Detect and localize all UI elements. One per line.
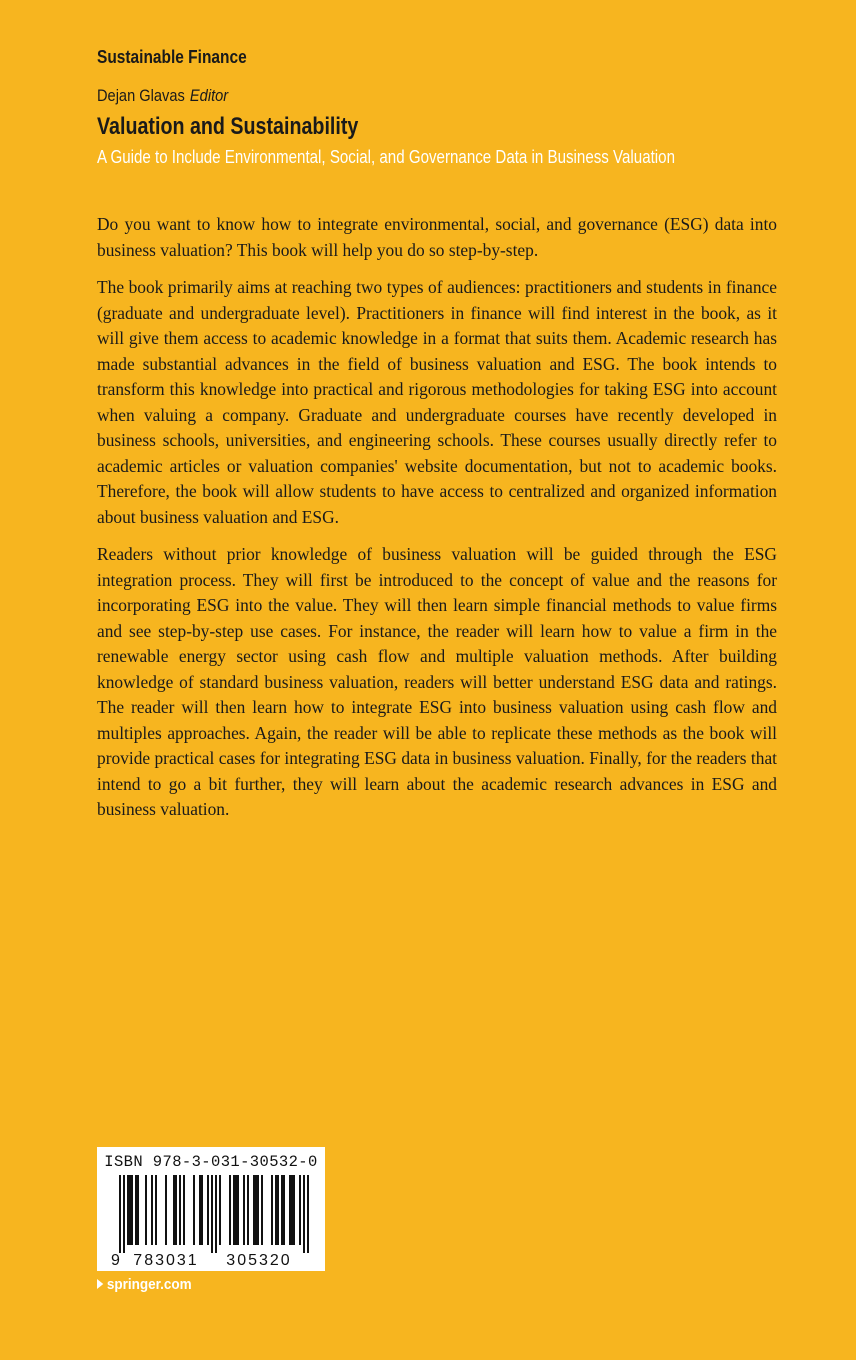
editor-name: Dejan Glavas — [97, 86, 185, 105]
barcode-bar — [235, 1175, 237, 1245]
barcode-bar — [293, 1175, 295, 1245]
barcode-bar — [277, 1175, 279, 1245]
barcode-bar — [199, 1175, 201, 1245]
barcode-bar — [175, 1175, 177, 1245]
book-subtitle: A Guide to Include Environmental, Social, and Governance Data in Business Valuation — [97, 147, 675, 167]
barcode-bar — [281, 1175, 283, 1245]
arrow-right-icon — [97, 1279, 103, 1289]
barcode-bar — [135, 1175, 137, 1245]
barcode-bar — [119, 1175, 121, 1253]
barcode-bar — [165, 1175, 167, 1245]
barcode-bar — [261, 1175, 263, 1245]
barcode-bar — [207, 1175, 209, 1245]
barcode-bar — [243, 1175, 245, 1245]
barcode-bar — [289, 1175, 291, 1245]
isbn-label: ISBN 978-3-031-30532-0 — [104, 1153, 318, 1171]
barcode-bar — [233, 1175, 235, 1245]
barcode-bar — [145, 1175, 147, 1245]
barcode-bar — [271, 1175, 273, 1245]
barcode-bar — [219, 1175, 221, 1245]
barcode-first-digit: 9 — [111, 1252, 120, 1269]
blurb-paragraph-1: Do you want to know how to integrate environmental, social, and governance (ESG) data into business valuation? This book will help you do so step-by-step. — [97, 214, 777, 260]
barcode-bar — [155, 1175, 157, 1245]
blurb-paragraph-2: The book primarily aims at reaching two types of audiences: practitioners and students in finance (graduate and undergraduate level). Practitioners in finance will find interest in the book, as it will give them access to academic knowledge in a format that suits them. Academic research has made substantial advances in the field of business valuation and ESG. The book intends to transform this knowledge into practical and rigorous methodologies for taking ESG into account when valuing a company. Graduate and undergraduate courses have recently developed in business schools, universities, and engineering schools. These courses usually directly refer to academic articles or valuation companies' website documentation, but not to academic books. Therefore, the book will allow students to have access to centralized and organized information about business valuation and ESG. — [97, 277, 777, 527]
barcode-bar — [303, 1175, 305, 1253]
barcode-bar — [211, 1175, 213, 1253]
barcode-bar — [179, 1175, 181, 1245]
barcode-left-digits: 783031 — [133, 1252, 199, 1269]
barcode-bar — [307, 1175, 309, 1253]
blurb — [97, 212, 777, 835]
barcode-bar — [283, 1175, 285, 1245]
barcode-bar — [183, 1175, 185, 1245]
editor-role: Editor — [189, 86, 229, 105]
barcode-bar — [123, 1175, 125, 1253]
editor-line — [97, 86, 228, 106]
series-title: Sustainable Finance — [97, 47, 247, 67]
barcode-bar — [229, 1175, 231, 1245]
barcode-bar — [253, 1175, 255, 1245]
barcode-bar — [131, 1175, 133, 1245]
publisher-url: springer.com — [106, 1276, 192, 1293]
barcode-right-digits: 305320 — [226, 1252, 292, 1269]
barcode-bar — [275, 1175, 277, 1245]
barcode-bar — [129, 1175, 131, 1245]
barcode-graphic — [97, 1147, 325, 1271]
barcode-bar — [173, 1175, 175, 1245]
barcode-bar — [215, 1175, 217, 1253]
barcode-bar — [291, 1175, 293, 1245]
barcode-bar — [237, 1175, 239, 1245]
publisher-link[interactable] — [97, 1276, 192, 1293]
barcode-bar — [247, 1175, 249, 1245]
book-title: Valuation and Sustainability — [97, 113, 359, 140]
barcode-bar — [201, 1175, 203, 1245]
isbn-barcode — [97, 1147, 325, 1271]
barcode-bar — [257, 1175, 259, 1245]
barcode-bar — [255, 1175, 257, 1245]
barcode-bar — [299, 1175, 301, 1245]
barcode-bar — [151, 1175, 153, 1245]
barcode-bars — [119, 1175, 309, 1253]
barcode-bar — [137, 1175, 139, 1245]
barcode-bar — [193, 1175, 195, 1245]
barcode-bar — [127, 1175, 129, 1245]
blurb-paragraph-3: Readers without prior knowledge of business valuation will be guided through the ESG integration process. They will first be introduced to the concept of value and the reasons for incorporating ESG into the value. They will then learn simple financial methods to value firms and see step-by-step use cases. For instance, the reader will learn how to value a firm in the renewable energy sector using cash flow and multiple valuation methods. After building knowledge of standard business valuation, readers will better understand ESG data and ratings. The reader will then learn how to integrate ESG into business valuation using cash flow and multiples approaches. Again, the reader will be able to replicate these methods as the book will provide practical cases for integrating ESG data in business valuation. Finally, for the readers that intend to go a bit further, they will learn about the academic research advances in ESG and business valuation. — [97, 544, 777, 819]
